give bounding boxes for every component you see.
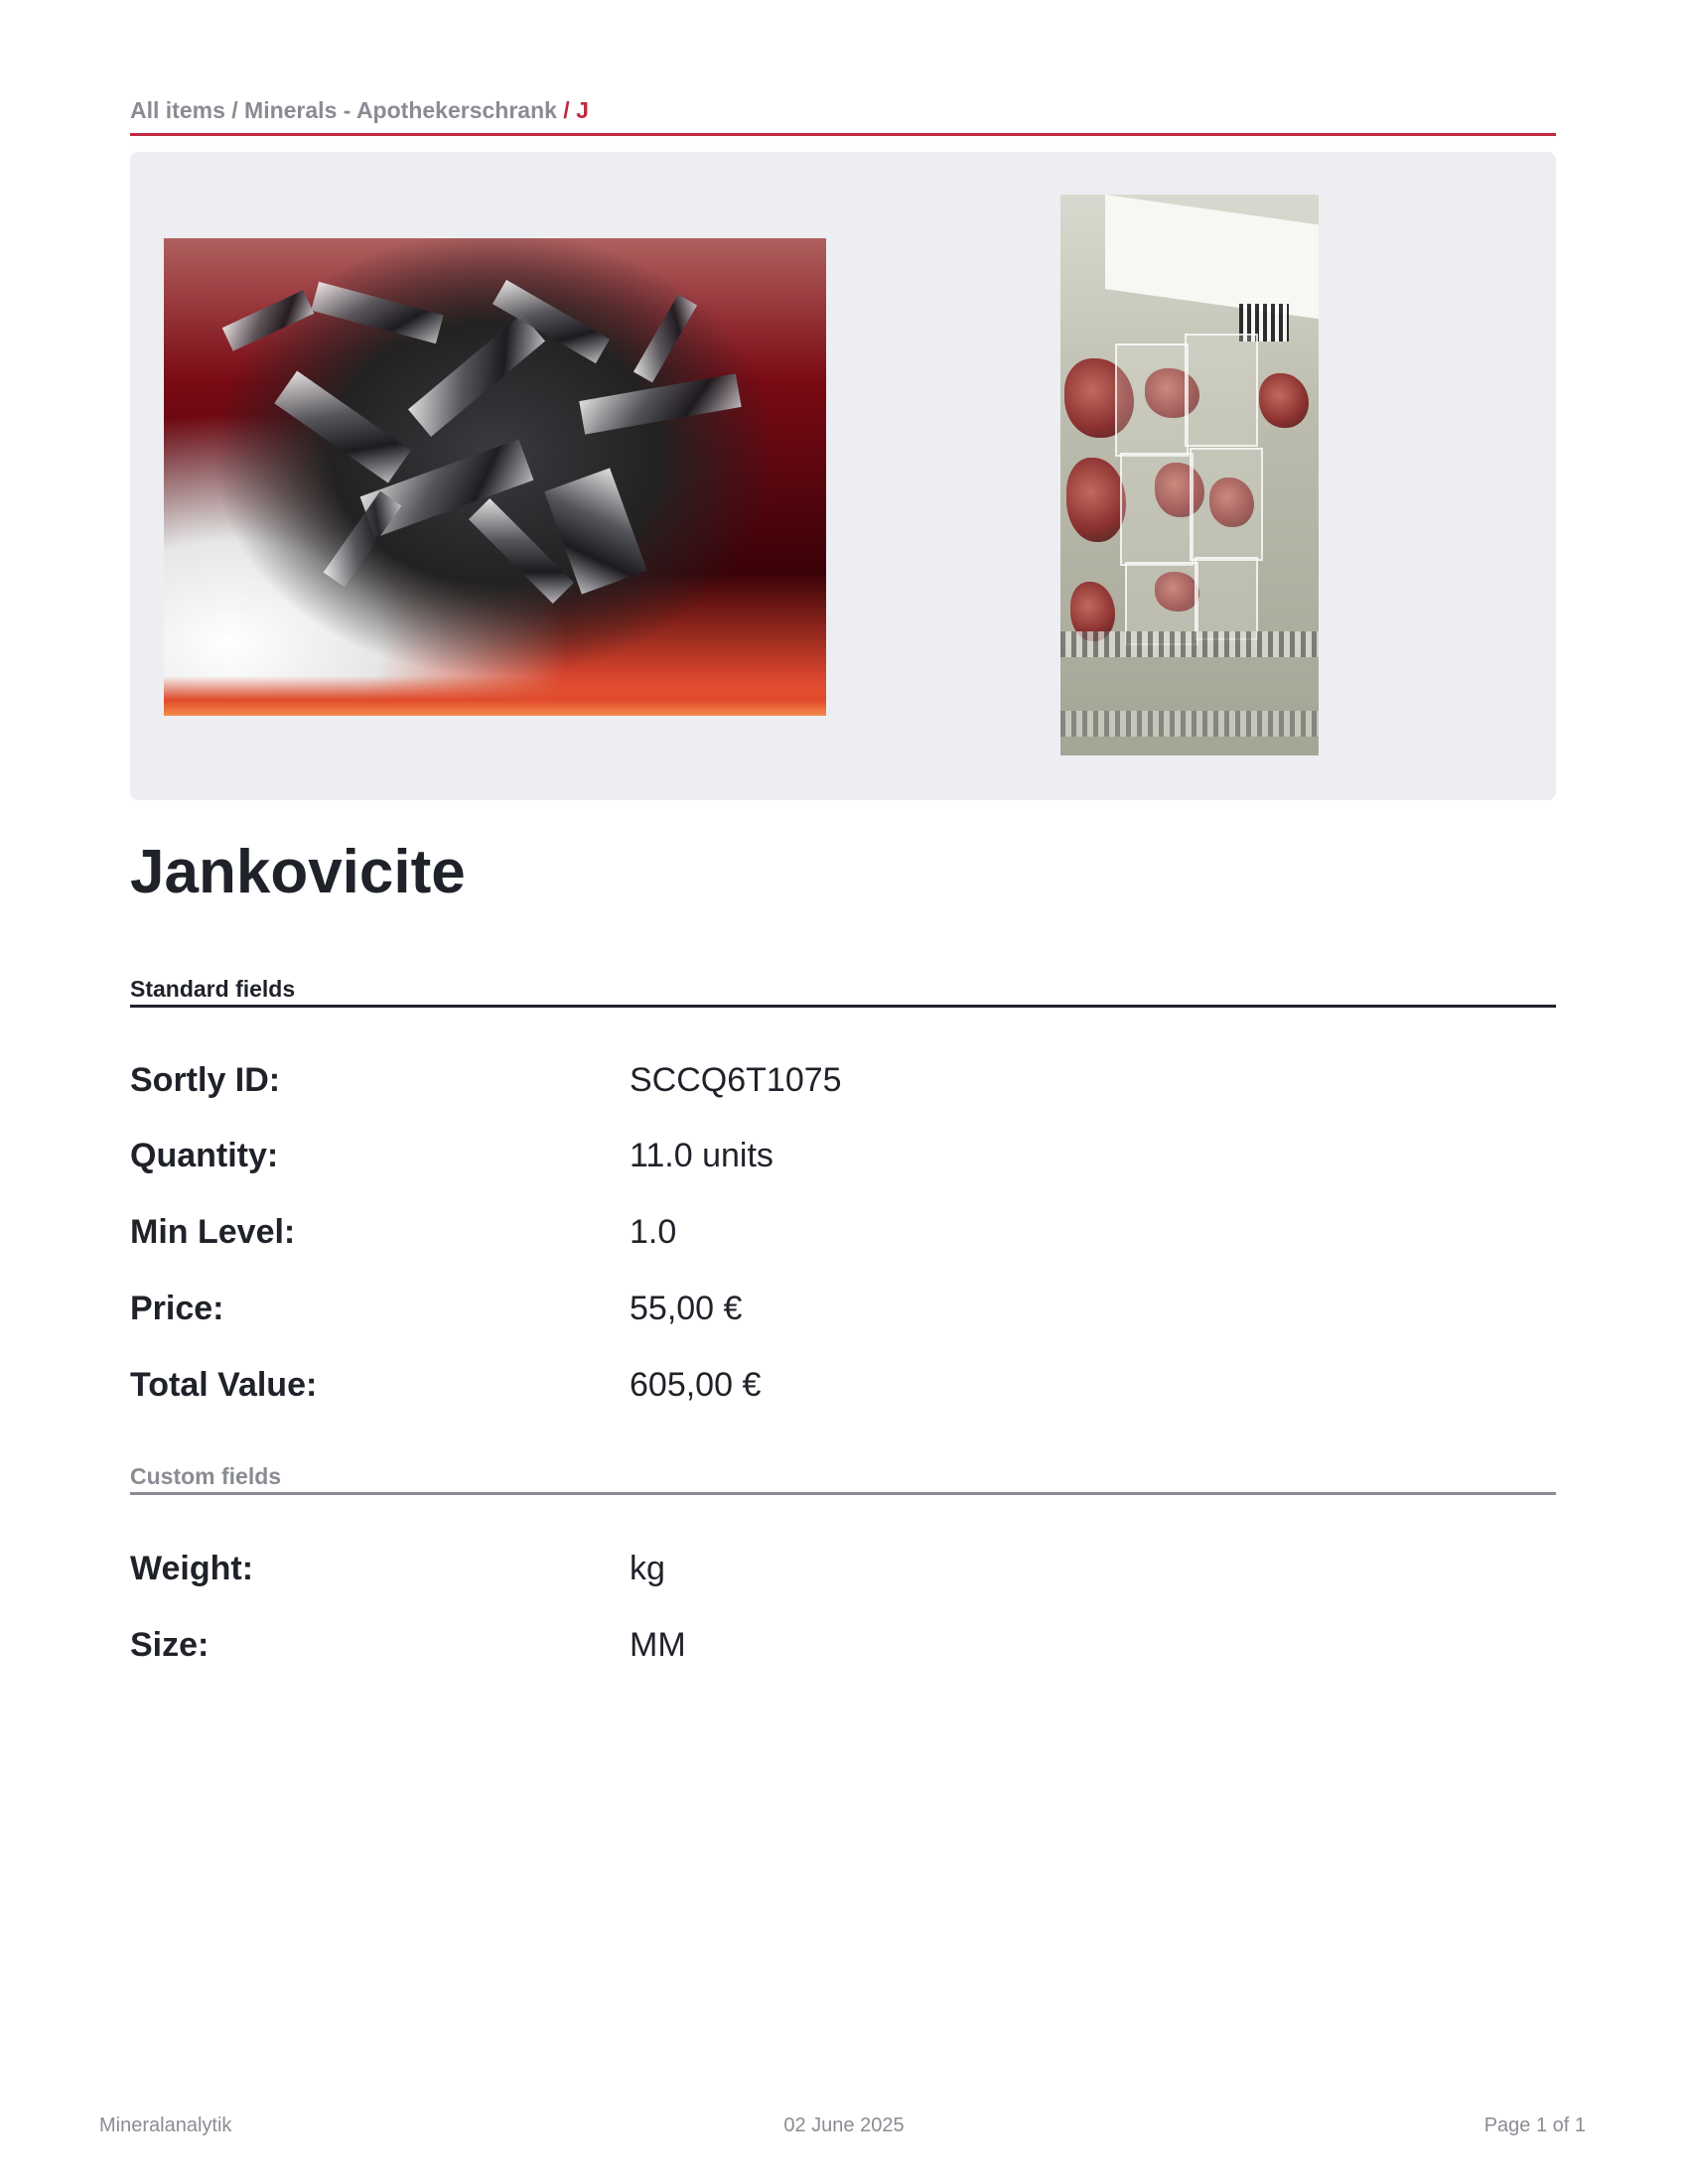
item-title: Jankovicite: [130, 838, 466, 906]
field-label: Sortly ID:: [130, 1061, 281, 1099]
field-value: SCCQ6T1075: [630, 1061, 842, 1099]
breadcrumb-separator-current: /: [556, 97, 577, 123]
field-row-weight: [130, 1550, 1556, 1599]
field-label: Price:: [130, 1290, 224, 1327]
field-row-price: [130, 1290, 1556, 1339]
field-label: Weight:: [130, 1550, 254, 1587]
mineral-specimen-photo[interactable]: [164, 238, 826, 716]
field-label: Quantity:: [130, 1137, 279, 1174]
image-gallery: [130, 152, 1556, 800]
page-footer: [0, 2115, 1688, 2144]
field-label: Size:: [130, 1626, 210, 1664]
field-row-size: [130, 1626, 1556, 1676]
breadcrumb-separator: /: [224, 97, 245, 123]
footer-page-number: Page 1 of 1: [1483, 2115, 1586, 2136]
breadcrumb-item-minerals[interactable]: Minerals - Apothekerschrank: [244, 97, 557, 123]
field-row-total-value: [130, 1366, 1556, 1416]
field-label: Min Level:: [130, 1213, 296, 1251]
field-row-quantity: [130, 1137, 1556, 1186]
field-value: 605,00 €: [630, 1366, 762, 1404]
specimen-cabinet-photo[interactable]: [1060, 195, 1319, 755]
breadcrumb-item-all-items[interactable]: All items: [130, 97, 225, 123]
field-value: 11.0 units: [630, 1137, 774, 1174]
standard-fields-header: Standard fields: [130, 978, 1556, 1008]
field-value: MM: [630, 1626, 686, 1664]
field-label: Total Value:: [130, 1366, 318, 1404]
field-value: 55,00 €: [630, 1290, 743, 1327]
custom-fields-header: Custom fields: [130, 1465, 1556, 1495]
field-row-min-level: [130, 1213, 1556, 1263]
breadcrumb: [130, 97, 1556, 136]
field-value: kg: [630, 1550, 665, 1587]
breadcrumb-current: J: [576, 97, 589, 123]
field-value: 1.0: [630, 1213, 677, 1251]
footer-date: 02 June 2025: [783, 2115, 905, 2136]
footer-company: Mineralanalytik: [99, 2115, 232, 2136]
field-row-sortly-id: [130, 1061, 1556, 1111]
